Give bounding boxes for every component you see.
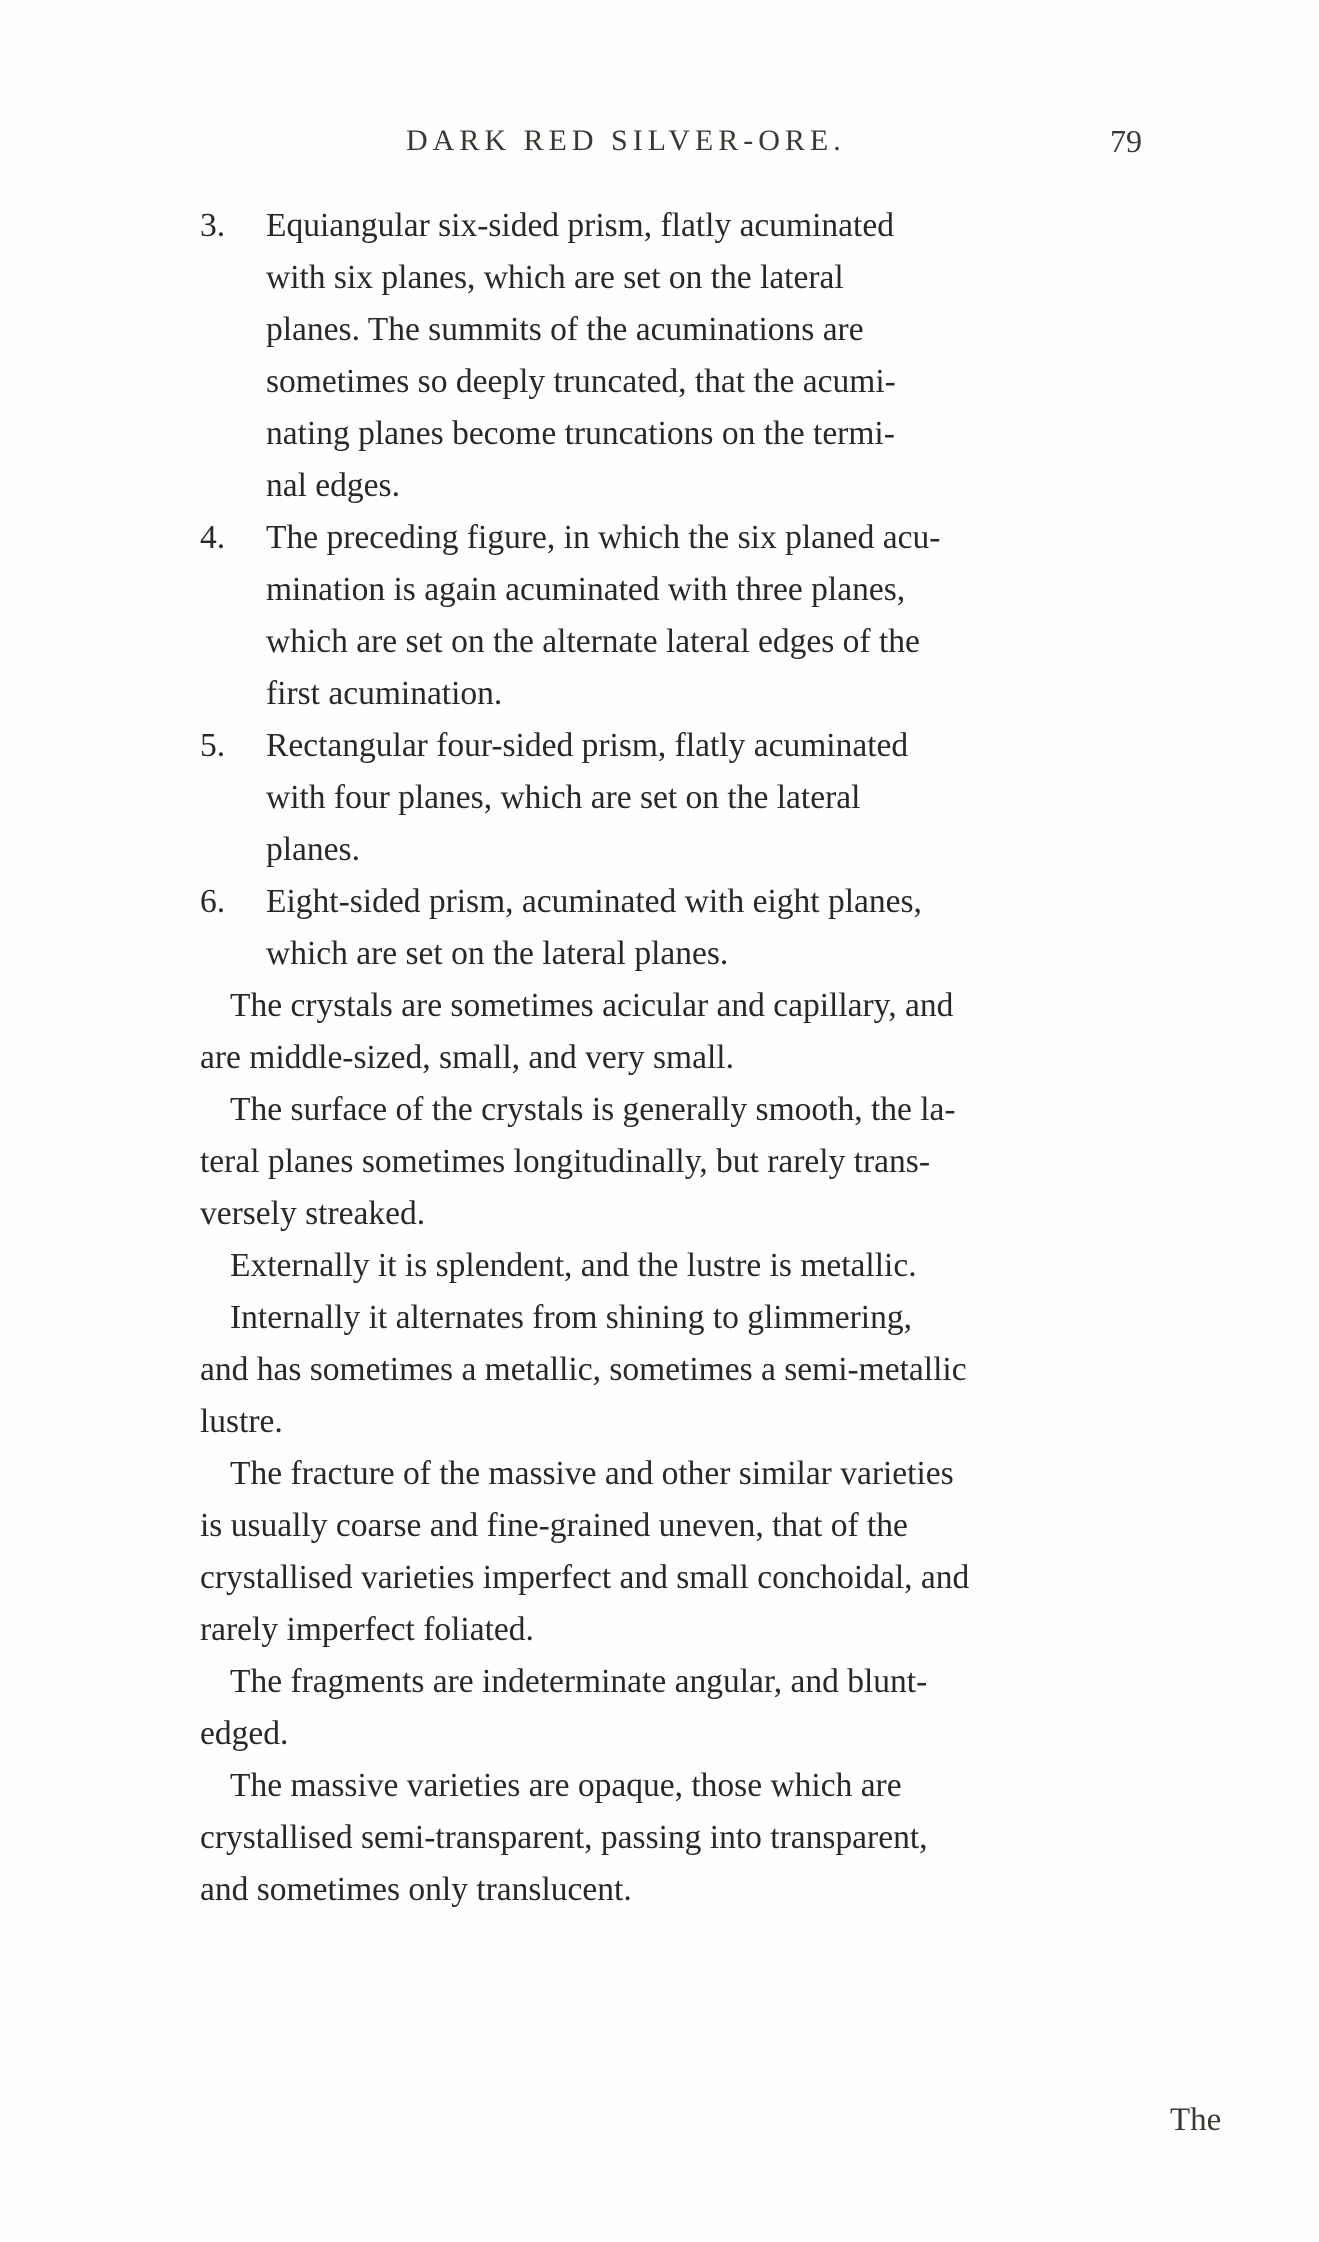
entry-number: 3. xyxy=(200,207,226,244)
paragraph-surface xyxy=(200,1084,1160,1240)
crystal-form-entry xyxy=(200,720,1160,876)
text-line: which are set on the lateral planes. xyxy=(266,935,729,972)
text-line: nating planes become truncations on the termi- xyxy=(266,415,895,452)
text-line: crystallised semi-transparent, passing into transparent, xyxy=(200,1819,928,1856)
text-line: nal edges. xyxy=(266,467,400,504)
paragraph-fracture xyxy=(200,1448,1160,1656)
paragraph-transparency xyxy=(200,1760,1160,1916)
entry-number: 4. xyxy=(200,519,226,556)
text-line: The massive varieties are opaque, those which are xyxy=(230,1767,902,1804)
text-line: The fragments are indeterminate angular, and blunt- xyxy=(230,1663,928,1700)
text-line: edged. xyxy=(200,1715,289,1752)
text-line: and sometimes only translucent. xyxy=(200,1871,632,1908)
text-line: with four planes, which are set on the lateral xyxy=(266,779,861,816)
crystal-form-entry xyxy=(200,200,1160,512)
text-line: The crystals are sometimes acicular and capillary, and xyxy=(230,987,954,1024)
text-line: lustre. xyxy=(200,1403,283,1440)
text-line: first acumination. xyxy=(266,675,503,712)
text-line: crystallised varieties imperfect and small conchoidal, and xyxy=(200,1559,970,1596)
text-line: planes. xyxy=(266,831,360,868)
paragraph-internal-lustre xyxy=(200,1292,1160,1448)
text-line: mination is again acuminated with three planes, xyxy=(266,571,906,608)
running-title: DARK RED SILVER-ORE. xyxy=(406,124,846,157)
running-head xyxy=(190,116,1190,166)
text-line: is usually coarse and fine-grained uneven, that of the xyxy=(200,1507,908,1544)
text-line: Equiangular six-sided prism, flatly acuminated xyxy=(266,207,894,244)
catchword: The xyxy=(1170,2102,1222,2138)
crystal-form-entry xyxy=(200,512,1160,720)
text-line: Rectangular four-sided prism, flatly acuminated xyxy=(266,727,909,764)
crystal-form-entry xyxy=(200,876,1160,980)
text-line: Externally it is splendent, and the lustre is metallic. xyxy=(230,1247,917,1284)
page-number: 79 xyxy=(1110,123,1142,159)
text-line: rarely imperfect foliated. xyxy=(200,1611,534,1648)
text-line: and has sometimes a metallic, sometimes a semi-metallic xyxy=(200,1351,967,1388)
body-text xyxy=(200,200,1160,1916)
text-line: versely streaked. xyxy=(200,1195,426,1232)
text-line: The preceding figure, in which the six planed acu- xyxy=(266,519,941,556)
text-line: are middle-sized, small, and very small. xyxy=(200,1039,734,1076)
text-line: with six planes, which are set on the lateral xyxy=(266,259,844,296)
text-line: Eight-sided prism, acuminated with eight planes, xyxy=(266,883,922,920)
text-line: The fracture of the massive and other similar varieties xyxy=(230,1455,954,1492)
text-line: teral planes sometimes longitudinally, but rarely trans- xyxy=(200,1143,930,1180)
entry-number: 6. xyxy=(200,883,226,920)
entry-number: 5. xyxy=(200,727,226,764)
text-line: The surface of the crystals is generally smooth, the la- xyxy=(230,1091,956,1128)
text-line: planes. The summits of the acuminations are xyxy=(266,311,864,348)
text-line: which are set on the alternate lateral edges of the xyxy=(266,623,920,660)
text-line: Internally it alternates from shining to glimmering, xyxy=(230,1299,912,1336)
paragraph-fragments xyxy=(200,1656,1160,1760)
paragraph-external-lustre xyxy=(200,1240,1160,1292)
text-line: sometimes so deeply truncated, that the acumi- xyxy=(266,363,896,400)
paragraph-crystals xyxy=(200,980,1160,1084)
